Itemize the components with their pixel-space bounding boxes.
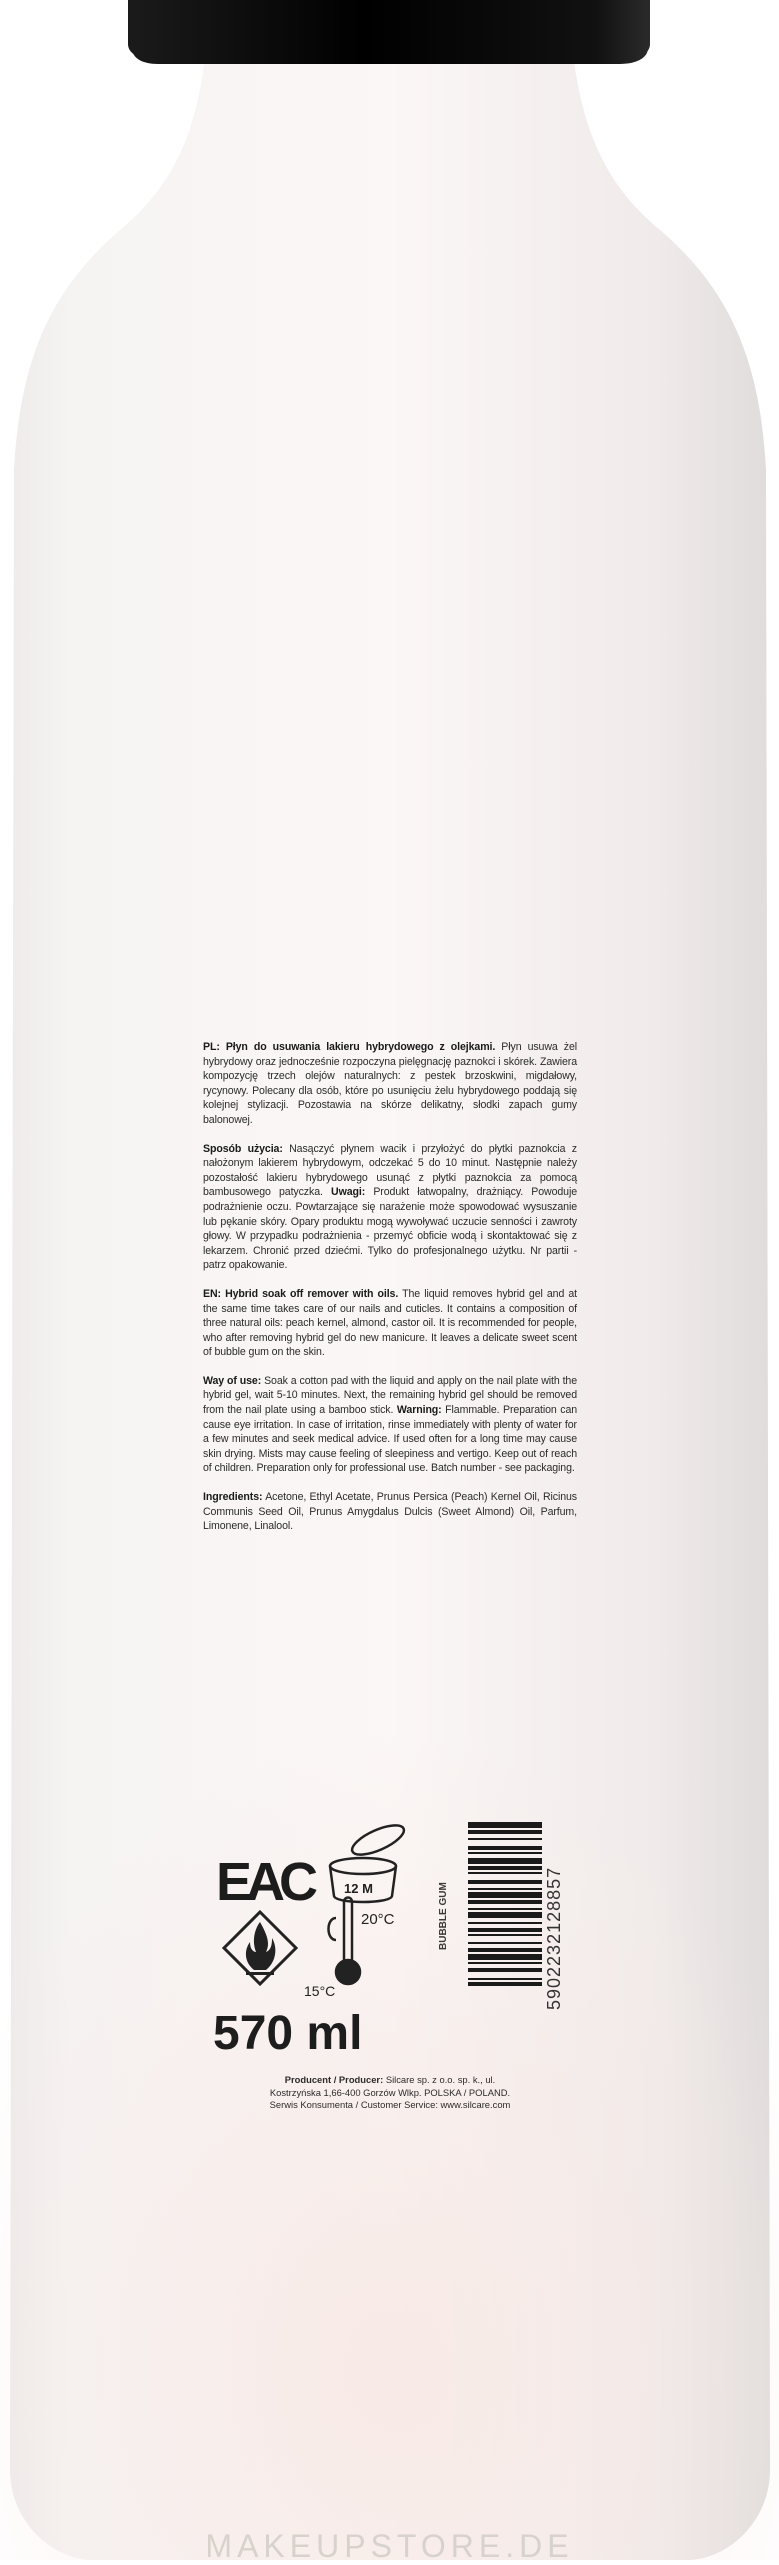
pl-heading: PL: Płyn do usuwania lakieru hybrydowego z olejkami. bbox=[203, 1041, 496, 1053]
barcode-bar bbox=[468, 1942, 542, 1944]
variant-name: BUBBLE GUM bbox=[438, 1882, 449, 1950]
barcode-bar bbox=[468, 1892, 542, 1898]
en-usage-heading: Way of use: bbox=[203, 1374, 262, 1387]
ingredients-heading: Ingredients: bbox=[203, 1491, 263, 1504]
barcode-bar bbox=[468, 1978, 542, 1980]
pl-usage-text: Nasączyć płynem wacik i przyłożyć do płytki paznokcia z nałożonym lakierem hybrydowym, odczekać 5 do 10 minut. Następnie należy pozostałość lakieru hybrydowego usunąć z płytki paznokcia za pomocą bambusowego patyczka. bbox=[203, 1142, 577, 1199]
producer-line-2: Kostrzyńska 1,66-400 Gorzów Wlkp. POLSKA / POLAND. bbox=[269, 2086, 511, 2098]
barcode-bar bbox=[468, 1880, 542, 1884]
barcode-bar bbox=[468, 1934, 542, 1936]
flammable-diamond-icon bbox=[224, 1912, 296, 1984]
producer-label: Producent / Producer: bbox=[284, 2074, 384, 2085]
barcode-bar bbox=[468, 1928, 542, 1932]
barcode-bar bbox=[468, 1866, 542, 1870]
en-usage-text: Soak a cotton pad with the liquid and apply on the nail plate with the hybrid gel, wait 5-10 minutes. Next, the remaining hybrid gel should be removed from the nail plate using a bamboo stick. bbox=[203, 1374, 578, 1417]
producer-line-1 bbox=[203, 2074, 577, 2087]
pl-text: Płyn usuwa żel hybrydowy oraz jednocześnie rozpoczyna pielęgnację paznokci i skórek. Zawiera kompozycję trzech olejów naturalnych: z pestek brzoskwini, migdałowy, rycynowy. Polecany dla osób, które po usunięciu żelu hybrydowego poddają się kolejnej stylizacji. Pozostawia na skórze delikatny, słodki zapach gumy balonowej. bbox=[203, 1041, 577, 1126]
temp-max: 20°C bbox=[361, 1911, 395, 1928]
en-heading: EN: Hybrid soak off remover with oils. bbox=[203, 1287, 399, 1300]
eac-mark bbox=[216, 1852, 317, 1912]
pl-warning-heading: Uwagi: bbox=[331, 1186, 366, 1199]
producer-info bbox=[203, 2074, 577, 2112]
pl-usage-heading: Sposób użycia: bbox=[203, 1142, 283, 1155]
en-warning-text: Flammable. Preparation can cause eye irritation. In case of irritation, rinse immediately with plenty of water for a few minutes and seek medical advice. If used often for a long time may cause skin drying. Mists may cause feeling of sleepiness and vertigo. Keep out of reach of children. Preparation only for professional use. Batch number - see packaging. bbox=[203, 1404, 578, 1475]
barcode-bar bbox=[468, 1822, 542, 1828]
barcode-bar bbox=[468, 1838, 542, 1840]
pl-warning-text: Produkt łatwopalny, drażniący. Powoduje podrażnienie oczu. Powtarzające się narażenie może spowodować wysuszanie lub pękanie skóry. Opary produktu mogą wywoływać uczucie senności i zawroty głowy. W przypadku podrażnienia - przemyć obficie wodą i skontaktować się z lekarzem. Chronić przed dziećmi. Tylko do profesjonalnego użytku. Nr partii - patrz opakowanie. bbox=[203, 1186, 578, 1272]
barcode-bar bbox=[468, 1900, 542, 1904]
product-volume: 570 ml bbox=[213, 2007, 363, 2060]
barcode-bar bbox=[468, 1912, 542, 1918]
barcode-bar bbox=[468, 1962, 542, 1964]
barcode-bar bbox=[468, 1830, 542, 1834]
producer-line-3: Serwis Konsumenta / Customer Service: www.silcare.com bbox=[269, 2099, 511, 2111]
barcode-bar bbox=[468, 1908, 542, 1910]
barcode-bar bbox=[468, 1922, 542, 1924]
barcode bbox=[468, 1822, 542, 1986]
barcode-bar bbox=[468, 1888, 542, 1890]
ingredients-text: Acetone, Ethyl Acetate, Prunus Persica (Peach) Kernel Oil, Ricinus Communis Seed Oil, Prunus Amygdalus Dulcis (Sweet Almond) Oil, Parfum, Limonene, Linalool. bbox=[203, 1491, 577, 1533]
barcode-bar bbox=[468, 1948, 542, 1952]
barcode-number: 5902232128857 bbox=[544, 1866, 564, 2010]
period-after-opening: 12 M bbox=[344, 1881, 373, 1896]
barcode-bar bbox=[468, 1858, 542, 1864]
barcode-bar bbox=[468, 1846, 542, 1850]
watermark: MAKEUPSTORE.DE bbox=[205, 2528, 574, 2564]
barcode-bar bbox=[468, 1968, 542, 1972]
barcode-bar bbox=[468, 1982, 542, 1986]
barcode-bar bbox=[468, 1872, 542, 1874]
producer-company: Silcare sp. z o.o. sp. k., ul. bbox=[385, 2074, 496, 2085]
barcode-bar bbox=[468, 1954, 542, 1960]
temp-min: 15°C bbox=[304, 1983, 336, 1999]
eac-mark-text: EAC bbox=[216, 1852, 313, 1912]
thermometer-icon bbox=[329, 1898, 361, 1985]
en-text: The liquid removes hybrid gel and at the same time takes care of our nails and cuticles. It contains a composition of three natural oils: peach kernel, almond, castor oil. It is recommended for people, who after removing hybrid gel do new manicure. It leaves a delicate sweet scent of bubble gum on the skin. bbox=[203, 1287, 577, 1359]
barcode-bar bbox=[468, 1852, 542, 1854]
en-warning-heading: Warning: bbox=[396, 1404, 442, 1417]
